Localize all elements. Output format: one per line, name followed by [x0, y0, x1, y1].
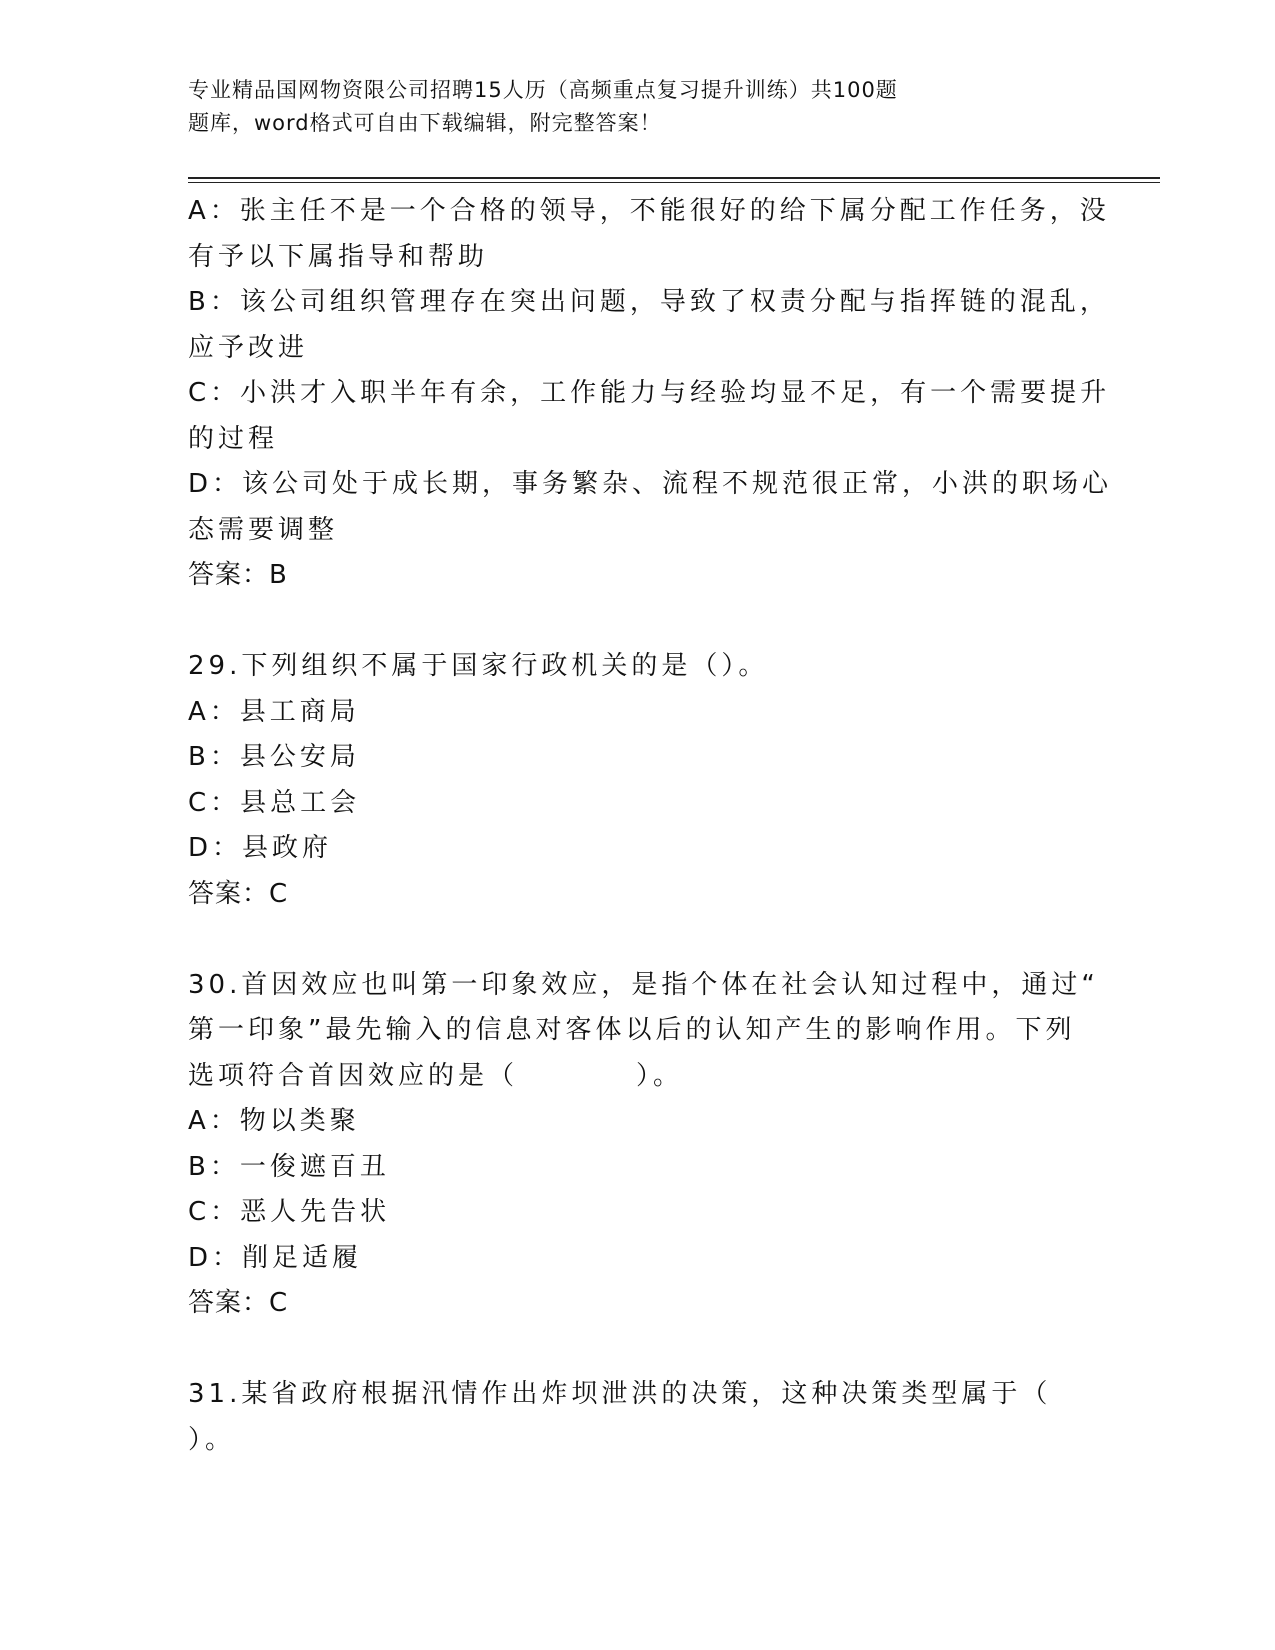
q28-option-d-line-1: D：该公司处于成长期，事务繁杂、流程不规范很正常，小洪的职场心 — [188, 469, 1113, 499]
q29-option-d: D：县政府 — [188, 833, 333, 863]
spacer — [188, 599, 1088, 645]
q30-answer: 答案：C — [188, 1288, 289, 1318]
q29-answer: 答案：C — [188, 878, 289, 909]
q30-stem-line-2: 第一印象”最先输入的信息对客体以后的认知产生的影响作用。下列 — [188, 1015, 1076, 1045]
q28-option-c-line-2: 的过程 — [188, 423, 279, 454]
spacer — [188, 1327, 1088, 1373]
q30-stem-line-3 — [188, 1054, 1088, 1100]
document-header — [188, 74, 1088, 140]
q28-option-c-line-1: C：小洪才入职半年有余，工作能力与经验均显不足，有一个需要提升 — [188, 378, 1111, 408]
q28-option-a-line-2: 有予以下属指导和帮助 — [188, 241, 489, 272]
q29-option-b: B：县公安局 — [188, 742, 360, 772]
q28-option-b-line-2: 应予改进 — [188, 332, 309, 363]
q31-stem-line-2: ）。 — [188, 1424, 236, 1455]
q30-option-b: B：一俊遮百丑 — [188, 1151, 390, 1182]
header-title-line-2: 题库，word格式可自由下载编辑，附完整答案！ — [188, 111, 662, 135]
header-divider — [188, 177, 1160, 183]
q29-stem: 29.下列组织不属于国家行政机关的是（）。 — [188, 651, 769, 681]
q28-option-d-line-2: 态需要调整 — [188, 514, 339, 545]
q28-option-b-line-1: B：该公司组织管理存在突出问题，导致了权责分配与指挥链的混乱， — [188, 287, 1110, 317]
q30-stem-line-3-start: 选项符合首因效应的是（ — [188, 1060, 519, 1091]
q31-stem-line-1: 31.某省政府根据汛情作出炸坝泄洪的决策，这种决策类型属于（ — [188, 1379, 1052, 1409]
question-content — [188, 189, 1113, 1463]
q29-option-a: A：县工商局 — [188, 696, 360, 727]
q28-answer: 答案：B — [188, 560, 288, 590]
q30-option-d: D：削足适履 — [188, 1242, 363, 1273]
header-title-line-1: 专业精品国网物资限公司招聘15人历（高频重点复习提升训练）共100题 — [188, 78, 898, 102]
q28-option-a-line-1: A：张主任不是一个合格的领导，不能很好的给下属分配工作任务，没 — [188, 196, 1110, 226]
q30-option-a: A：物以类聚 — [188, 1106, 360, 1136]
spacer — [188, 917, 1088, 963]
q29-option-c: C：县总工会 — [188, 787, 361, 818]
q30-option-c: C：恶人先告状 — [188, 1197, 391, 1227]
q30-stem-line-1: 30.首因效应也叫第一印象效应，是指个体在社会认知过程中，通过“ — [188, 969, 1099, 1000]
q30-stem-line-3-end: ）。 — [636, 1060, 684, 1091]
